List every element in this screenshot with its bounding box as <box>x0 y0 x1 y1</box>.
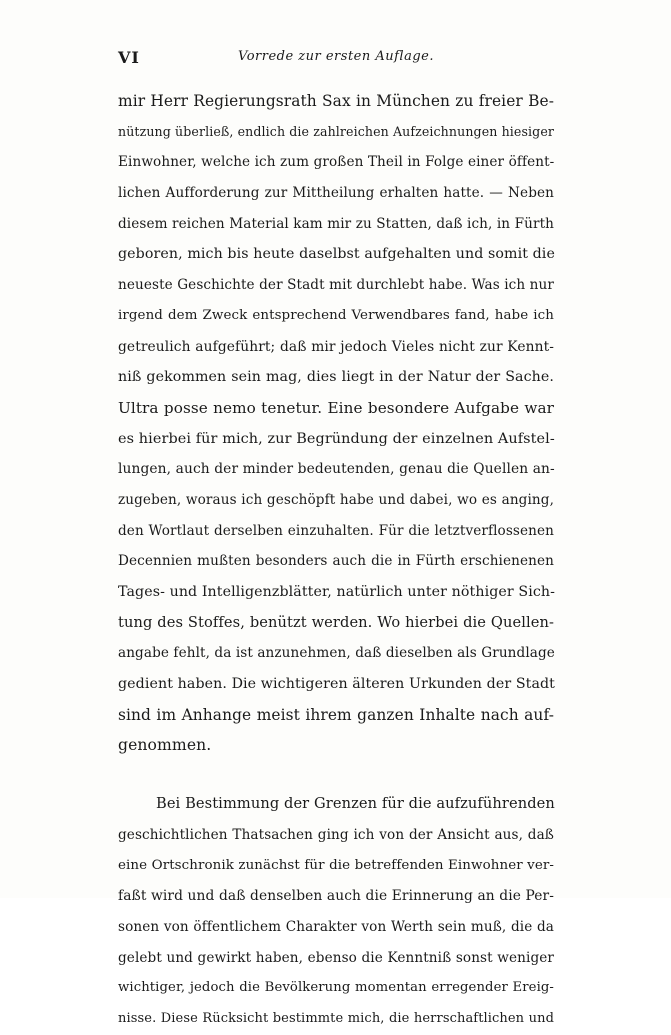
text-line: eine Ortschronik zunächst für die betreffenden Einwohner ver- <box>118 857 554 873</box>
text-line: den Wortlaut derselben einzuhalten. Für die letztverflossenen <box>118 522 554 539</box>
text-line: diesem reichen Material kam mir zu Statten, daß ich, in Fürth <box>118 215 554 232</box>
text-line: nisse. Diese Rücksicht bestimmte mich, die herrschaftlichen und <box>118 1010 554 1026</box>
text-line: zugeben, woraus ich geschöpft habe und dabei, wo es anging, <box>118 491 554 508</box>
text-line: getreulich aufgeführt; daß mir jedoch Vieles nicht zur Kennt- <box>118 338 554 355</box>
running-head-title: Vorrede zur ersten Auflage. <box>238 49 434 64</box>
text-line: lungen, auch der minder bedeutenden, genau die Quellen an- <box>118 461 555 478</box>
text-line: Decennien mußten besonders auch die in Fürth erschienenen <box>118 553 554 570</box>
text-line: wichtiger, jedoch die Bevölkerung momentan erregender Ereig- <box>118 980 554 996</box>
text-line: es hierbei für mich, zur Begründung der einzelnen Aufstel- <box>118 430 555 447</box>
body-text <box>118 86 554 1035</box>
page-number: VI <box>118 48 140 67</box>
text-line: neueste Geschichte der Stadt mit durchlebt habe. Was ich nur <box>118 277 554 294</box>
text-line: tung des Stoffes, benützt werden. Wo hierbei die Quellen- <box>118 613 554 631</box>
text-line: faßt wird und daß denselben auch die Erinnerung an die Per- <box>118 888 554 905</box>
text-line: sind im Anhange meist ihrem ganzen Inhalte nach auf- <box>118 705 554 724</box>
paragraph-2 <box>118 789 554 1035</box>
text-line: Bei Bestimmung der Grenzen für die aufzuführenden <box>156 795 555 813</box>
text-line: sonen von öffentlichem Charakter von Werth sein muß, die da <box>118 918 554 935</box>
text-line: gelebt und gewirkt haben, ebenso die Kenntniß sonst weniger <box>118 949 554 966</box>
text-line: mir Herr Regierungsrath Sax in München zu freier Be- <box>118 92 554 110</box>
text-line: Ultra posse nemo tenetur. Eine besondere Aufgabe war <box>118 398 554 417</box>
text-line: angabe fehlt, da ist anzunehmen, daß dieselben als Grundlage <box>118 645 555 662</box>
paragraph-spacer <box>118 761 554 789</box>
text-line: niß gekommen sein mag, dies liegt in der Natur der Sache. <box>118 369 554 386</box>
running-head <box>118 48 554 70</box>
text-line: irgend dem Zweck entsprechend Verwendbares fand, habe ich <box>118 307 554 323</box>
text-line: geschichtlichen Thatsachen ging ich von der Ansicht aus, daß <box>118 826 554 843</box>
text-line: nützung überließ, endlich die zahlreichen Aufzeichnungen hiesiger <box>118 123 554 139</box>
paragraph-1 <box>118 86 554 761</box>
text-line: Einwohner, welche ich zum großen Theil in Folge einer öffent- <box>118 154 555 171</box>
text-line: Tages- und Intelligenzblätter, natürlich unter nöthiger Sich- <box>118 584 556 600</box>
text-line: geboren, mich bis heute daselbst aufgehalten und somit die <box>118 246 555 263</box>
text-line: genommen. <box>118 736 212 755</box>
text-line: gedient haben. Die wichtigeren älteren Urkunden der Stadt <box>118 676 555 693</box>
text-line: lichen Aufforderung zur Mittheilung erhalten hatte. — Neben <box>118 185 554 202</box>
